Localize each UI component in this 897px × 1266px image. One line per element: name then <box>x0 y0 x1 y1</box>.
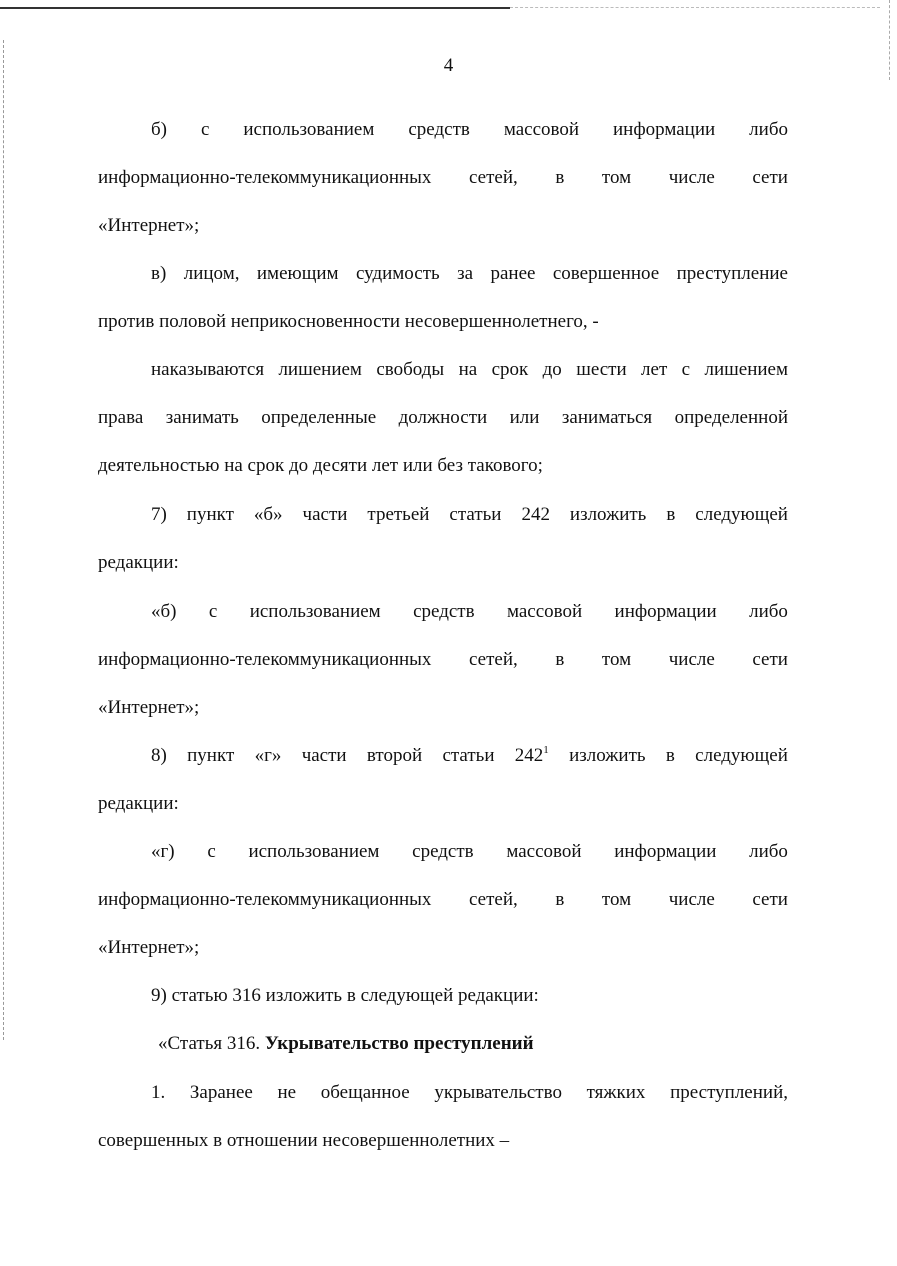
article-heading-prefix: «Статья 316. <box>158 1033 261 1054</box>
word: информационно-телекоммуникационных <box>98 649 432 670</box>
word: второй <box>366 745 423 766</box>
word: в <box>555 649 565 670</box>
word: информации <box>613 119 716 140</box>
word: следующей <box>695 504 788 525</box>
word: пункт <box>187 745 235 766</box>
word: сети <box>752 167 788 188</box>
word: с <box>207 841 216 862</box>
para9-line1 <box>151 1081 788 1105</box>
para5-line3: «Интернет»; <box>98 697 200 718</box>
word: сетей, <box>469 889 518 910</box>
word: в <box>666 504 676 525</box>
para3-line1 <box>151 358 788 382</box>
word: сетей, <box>469 649 518 670</box>
word: изложить <box>569 745 646 766</box>
word: информационно-телекоммуникационных <box>98 889 432 910</box>
word: информации <box>614 841 717 862</box>
word: в) <box>151 263 167 284</box>
word: заниматься <box>561 407 653 428</box>
word: в <box>665 745 675 766</box>
word: шести <box>576 359 627 380</box>
word: в <box>555 167 565 188</box>
word: числе <box>668 649 715 670</box>
word: использованием <box>243 119 375 140</box>
word: до <box>542 359 562 380</box>
word: лицом, <box>183 263 240 284</box>
para3-line3: деятельностью на срок до десяти лет или без такового; <box>98 455 543 476</box>
word: «б» <box>253 504 283 525</box>
para1-line2 <box>98 166 788 190</box>
word: с <box>208 601 218 622</box>
top-border-line <box>0 7 510 9</box>
para2-line1 <box>151 262 788 286</box>
word: свободы <box>376 359 445 380</box>
para1-line1 <box>151 118 788 142</box>
word: имеющим <box>256 263 339 284</box>
word: «г» <box>254 745 282 766</box>
para7-line2 <box>98 888 788 912</box>
word: либо <box>749 119 788 140</box>
word: с <box>681 359 691 380</box>
word: лишением <box>278 359 362 380</box>
word: 1. <box>151 1082 166 1103</box>
word: 7) <box>151 504 167 525</box>
word: сети <box>752 649 788 670</box>
word: том <box>601 649 632 670</box>
word: следующей <box>695 745 788 766</box>
word: использованием <box>248 841 380 862</box>
word: совершенное <box>552 263 660 284</box>
word: либо <box>749 841 788 862</box>
word: или <box>509 407 540 428</box>
word: 8) <box>151 745 167 766</box>
word: наказываются <box>151 359 265 380</box>
word: части <box>302 504 348 525</box>
word: части <box>301 745 347 766</box>
word: судимость <box>355 263 440 284</box>
word: укрывательство <box>434 1082 562 1103</box>
para7-line3: «Интернет»; <box>98 937 200 958</box>
word: тяжких <box>586 1082 646 1103</box>
word: лишением <box>704 359 788 380</box>
para7-line1 <box>151 840 788 864</box>
word: статьи <box>449 504 502 525</box>
word: за <box>457 263 474 284</box>
word: занимать <box>165 407 239 428</box>
word: б) <box>151 119 167 140</box>
word: определенной <box>674 407 788 428</box>
word: «б) <box>151 601 177 622</box>
word: в <box>555 889 565 910</box>
word: числе <box>668 889 715 910</box>
word: права <box>98 407 144 428</box>
para8-line1: 9) статью 316 изложить в следующей редакции: <box>151 985 539 1006</box>
article-superscript: 1 <box>543 744 549 756</box>
article-number: 242 <box>514 745 544 766</box>
word: числе <box>668 167 715 188</box>
word: массовой <box>503 119 580 140</box>
word: информации <box>614 601 717 622</box>
scan-left-edge <box>3 40 4 1040</box>
page-number: 4 <box>443 55 454 76</box>
word: статьи <box>442 745 495 766</box>
word: определенные <box>261 407 377 428</box>
word: преступлений, <box>670 1082 788 1103</box>
para5-line1 <box>151 600 788 624</box>
word: лет <box>641 359 668 380</box>
word: не <box>277 1082 297 1103</box>
word: информационно-телекоммуникационных <box>98 167 432 188</box>
word: пункт <box>186 504 234 525</box>
top-border-line-faint <box>510 7 880 8</box>
word: массовой <box>506 841 582 862</box>
word: том <box>601 167 632 188</box>
word: либо <box>749 601 788 622</box>
word: сети <box>752 889 788 910</box>
word: массовой <box>506 601 583 622</box>
word: 242 <box>521 504 550 525</box>
article-heading <box>158 1032 534 1056</box>
para6-line1 <box>151 744 788 768</box>
word: средств <box>412 841 474 862</box>
para4-line2: редакции: <box>98 552 179 573</box>
word: ранее <box>490 263 536 284</box>
word: средств <box>413 601 475 622</box>
word: должности <box>398 407 488 428</box>
para6-line2: редакции: <box>98 793 179 814</box>
word: средств <box>408 119 470 140</box>
word: «г) <box>151 841 175 862</box>
para3-line2 <box>98 406 788 430</box>
word: изложить <box>569 504 647 525</box>
para9-line2: совершенных в отношении несовершеннолетних – <box>98 1130 510 1151</box>
para5-line2 <box>98 648 788 672</box>
word: сетей, <box>469 167 518 188</box>
word: срок <box>491 359 529 380</box>
word: преступление <box>676 263 788 284</box>
article-heading-title: Укрывательство преступлений <box>264 1033 534 1054</box>
word: обещанное <box>320 1082 410 1103</box>
para4-line1 <box>151 503 788 527</box>
word: том <box>601 889 632 910</box>
para1-line3: «Интернет»; <box>98 215 200 236</box>
word: использованием <box>249 601 381 622</box>
word: с <box>200 119 210 140</box>
article-number-with-superscript <box>515 744 549 768</box>
word: третьей <box>367 504 430 525</box>
word: Заранее <box>189 1082 253 1103</box>
word: на <box>458 359 478 380</box>
para2-line2: против половой неприкосновенности несовершеннолетнего, - <box>98 311 599 332</box>
